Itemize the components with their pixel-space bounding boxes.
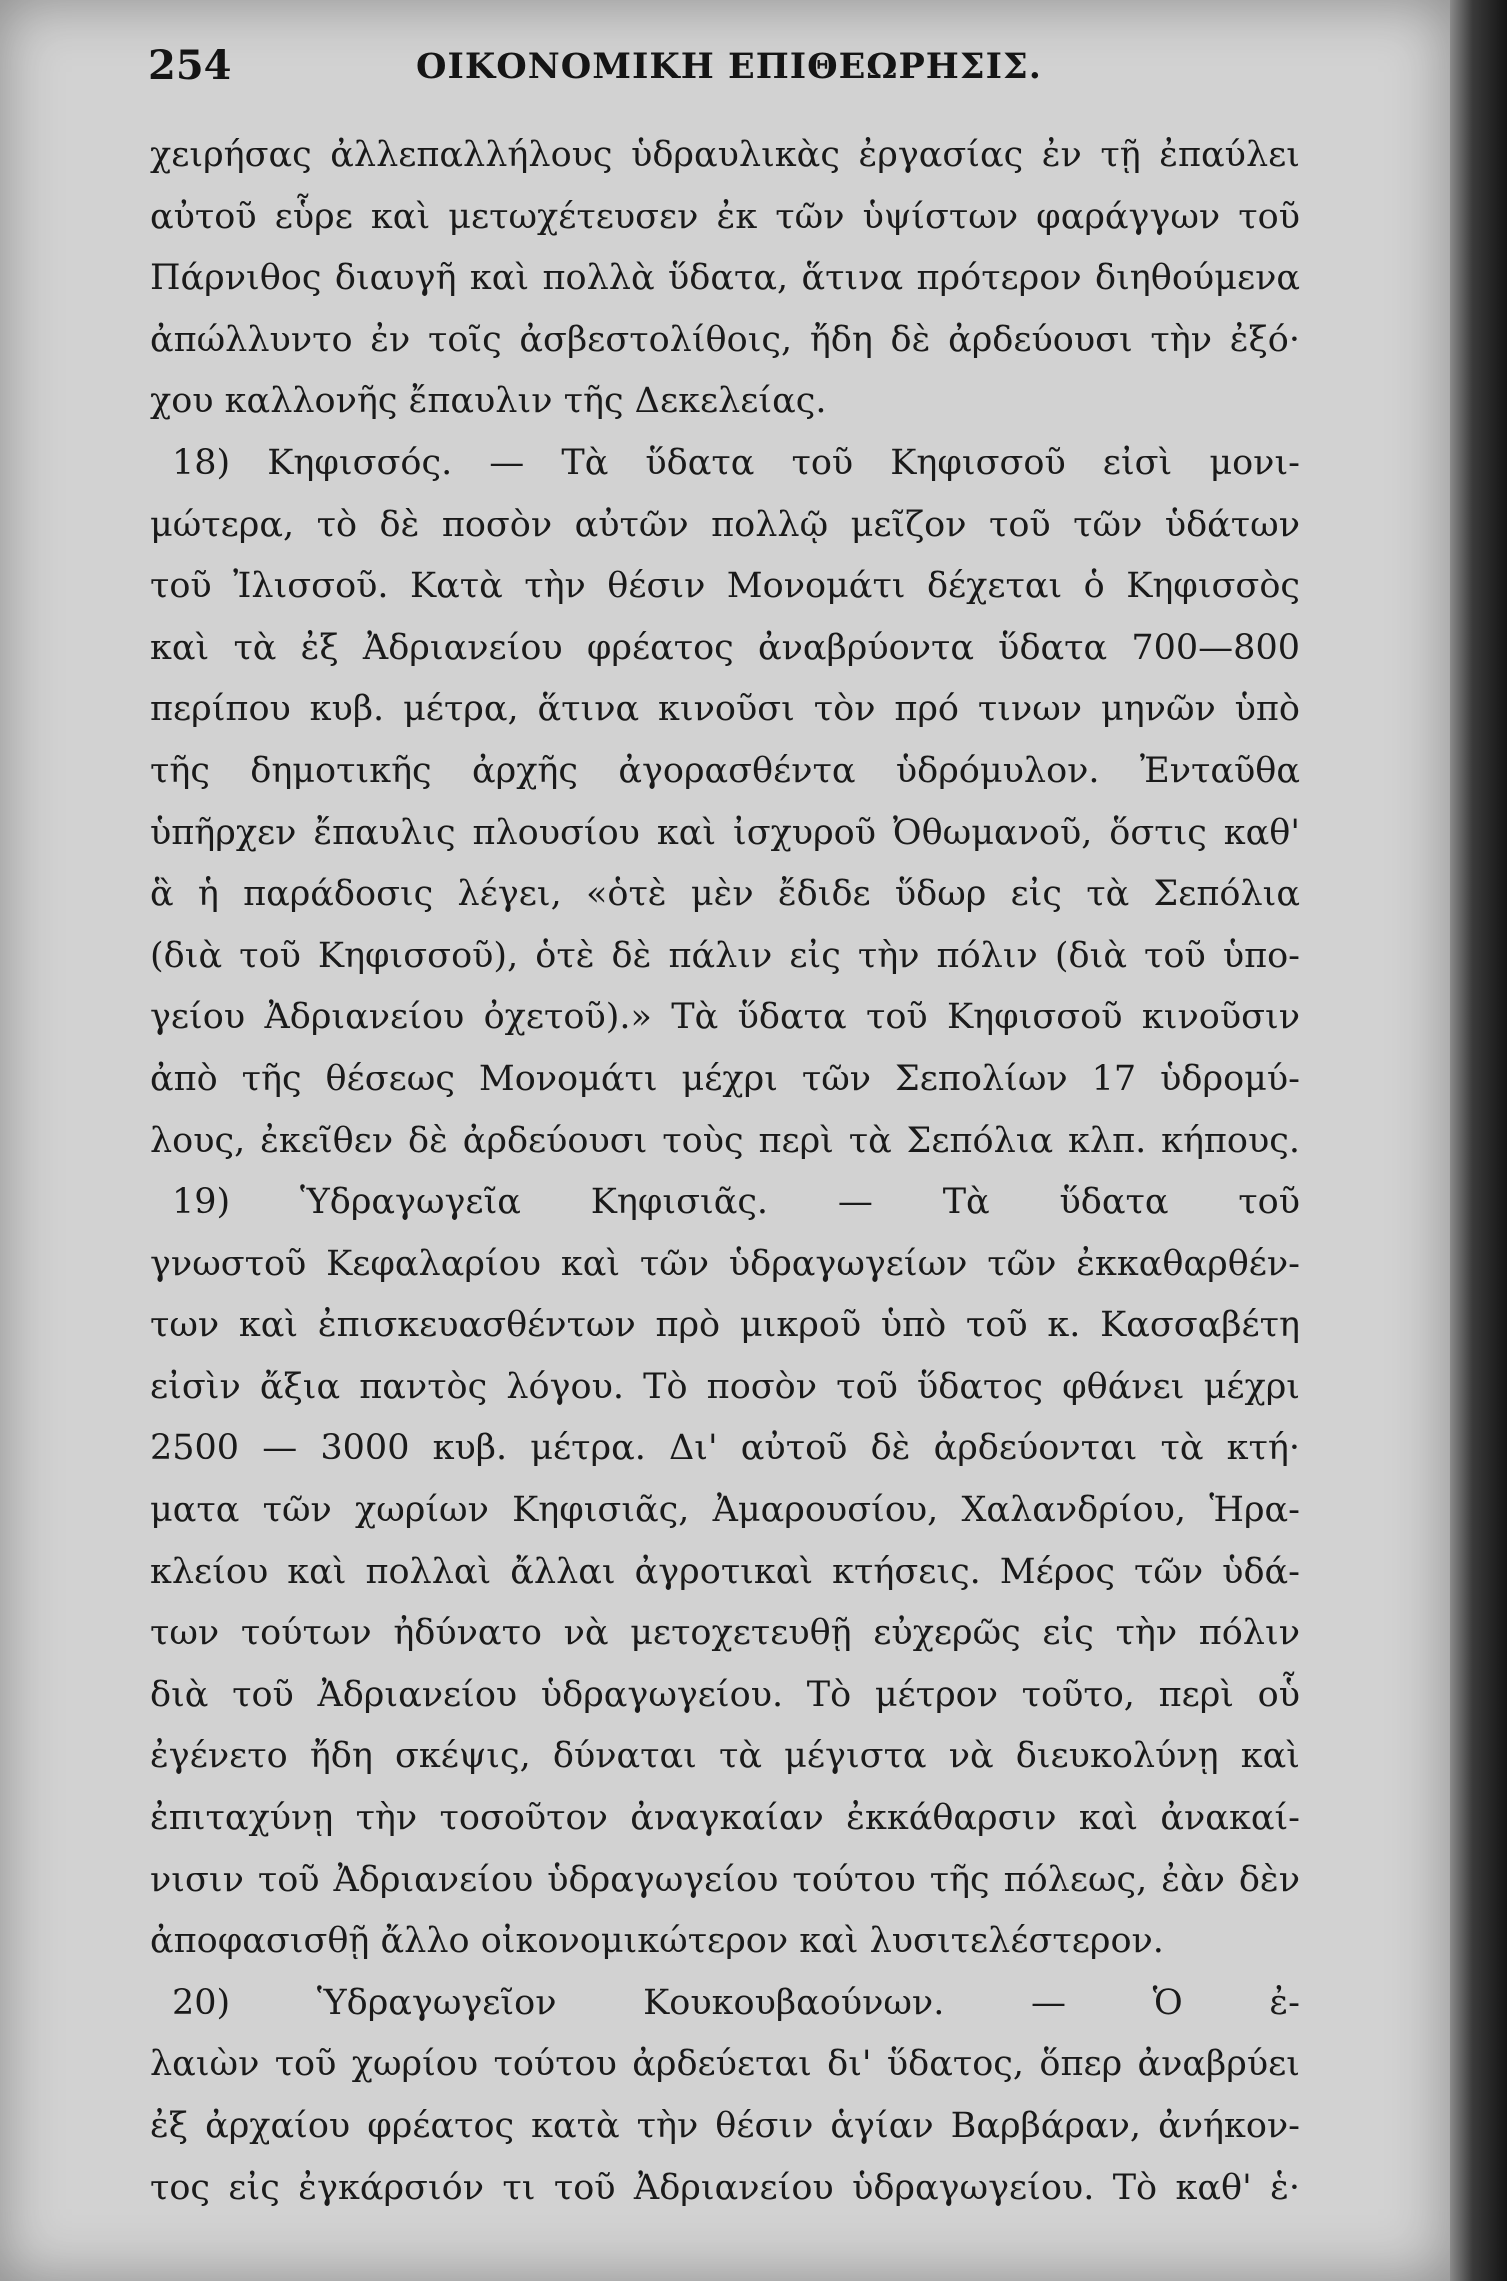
- running-head: ΟΙΚΟΝΟΜΙΚΗ ΕΠΙΘΕΩΡΗΣΙΣ.: [416, 46, 1042, 87]
- text-line: γείου Ἀδριανείου ὀχετοῦ).» Τὰ ὕδατα τοῦ Κηφισσοῦ κινοῦσιν: [150, 997, 1300, 1038]
- text-line: 2500 — 3000 κυβ. μέτρα. Δι' αὐτοῦ δὲ ἀρδεύονται τὰ κτή·: [150, 1428, 1300, 1469]
- text-line: χειρήσας ἀλλεπαλλήλους ὑδραυλικὰς ἐργασίας ἐν τῇ ἐπαύλει: [150, 135, 1300, 175]
- text-line: των τούτων ἠδύνατο νὰ μετοχετευθῇ εὐχερῶς εἰς τὴν πόλιν: [150, 1613, 1300, 1654]
- text-line: των καὶ ἐπισκευασθέντων πρὸ μικροῦ ὑπὸ τοῦ κ. Κασσαβέτη: [150, 1305, 1300, 1346]
- page-header: [148, 42, 1298, 102]
- text-line: τῆς δημοτικῆς ἀρχῆς ἀγορασθέντα ὑδρόμυλον. Ἐνταῦθα: [150, 750, 1300, 791]
- text-line: ἐπιταχύνῃ τὴν τοσοῦτον ἀναγκαίαν ἐκκάθαρσιν καὶ ἀνακαί-: [150, 1798, 1300, 1839]
- text-line: κλείου καὶ πολλαὶ ἄλλαι ἀγροτικαὶ κτήσεις. Μέρος τῶν ὑδά-: [150, 1551, 1300, 1592]
- text-line: Πάρνιθος διαυγῆ καὶ πολλὰ ὕδατα, ἅτινα πρότερον διηθούμενα: [150, 258, 1300, 299]
- body-text: [150, 125, 1300, 2219]
- page-edge-shadow: [1450, 0, 1507, 2281]
- text-line: ἀπὸ τῆς θέσεως Μονομάτι μέχρι τῶν Σεπολίων 17 ὑδρομύ-: [150, 1058, 1300, 1099]
- text-line: γνωστοῦ Κεφαλαρίου καὶ τῶν ὑδραγωγείων τῶν ἐκκαθαρθέν-: [150, 1243, 1300, 1284]
- text-line: διὰ τοῦ Ἀδριανείου ὑδραγωγείου. Τὸ μέτρον τοῦτο, περὶ οὗ: [150, 1674, 1300, 1715]
- text-line: τος εἰς ἐγκάρσιόν τι τοῦ Ἀδριανείου ὑδραγωγείου. Τὸ καθ' ἑ·: [150, 2167, 1300, 2208]
- text-line: ἃ ἡ παράδοσις λέγει, «ὁτὲ μὲν ἔδιδε ὕδωρ εἰς τὰ Σεπόλια: [150, 874, 1300, 915]
- page-number: 254: [148, 42, 232, 89]
- text-line: νισιν τοῦ Ἀδριανείου ὑδραγωγείου τούτου τῆς πόλεως, ἐὰν δὲν: [150, 1859, 1300, 1900]
- text-line: καὶ τὰ ἐξ Ἀδριανείου φρέατος ἀναβρύοντα ὕδατα 700—800: [150, 627, 1300, 668]
- text-line: λους, ἐκεῖθεν δὲ ἀρδεύουσι τοὺς περὶ τὰ Σεπόλια κλπ. κήπους.: [150, 1120, 1300, 1161]
- text-line: (διὰ τοῦ Κηφισσοῦ), ὁτὲ δὲ πάλιν εἰς τὴν πόλιν (διὰ τοῦ ὑπο-: [150, 935, 1300, 976]
- section-heading-20: 20) Ὑδραγωγεῖον Κουκουβαούνων. — Ὁ ἐ-: [172, 1982, 1300, 2023]
- text-line: ματα τῶν χωρίων Κηφισιᾶς, Ἀμαρουσίου, Χαλανδρίου, Ἡρα-: [150, 1490, 1300, 1531]
- text-line: εἰσὶν ἄξια παντὸς λόγου. Τὸ ποσὸν τοῦ ὕδατος φθάνει μέχρι: [150, 1366, 1300, 1407]
- text-line: μώτερα, τὸ δὲ ποσὸν αὐτῶν πολλῷ μεῖζον τοῦ τῶν ὑδάτων: [150, 504, 1300, 545]
- section-heading-19: 19) Ὑδραγωγεῖα Κηφισιᾶς. — Τὰ ὕδατα τοῦ: [172, 1182, 1300, 1223]
- text-line: χου καλλονῆς ἔπαυλιν τῆς Δεκελείας.: [150, 381, 827, 422]
- text-line: ἐγένετο ἤδη σκέψις, δύναται τὰ μέγιστα νὰ διευκολύνῃ καὶ: [150, 1736, 1300, 1777]
- section-heading-18: 18) Κηφισσός. — Τὰ ὕδατα τοῦ Κηφισσοῦ εἰσὶ μονι-: [172, 442, 1300, 483]
- text-line: αὐτοῦ εὗρε καὶ μετωχέτευσεν ἐκ τῶν ὑψίστων φαράγγων τοῦ: [150, 196, 1300, 237]
- text-line: τοῦ Ἰλισσοῦ. Κατὰ τὴν θέσιν Μονομάτι δέχεται ὁ Κηφισσὸς: [150, 566, 1300, 607]
- text-line: λαιὼν τοῦ χωρίου τούτου ἀρδεύεται δι' ὕδατος, ὅπερ ἀναβρύει: [150, 2044, 1300, 2085]
- text-line: ὑπῆρχεν ἔπαυλις πλουσίου καὶ ἰσχυροῦ Ὀθωμανοῦ, ὅστις καθ': [150, 812, 1300, 853]
- text-line: ἀποφασισθῇ ἄλλο οἰκονομικώτερον καὶ λυσιτελέστερον.: [150, 1921, 1164, 1962]
- text-line: περίπου κυβ. μέτρα, ἅτινα κινοῦσι τὸν πρό τινων μηνῶν ὑπὸ: [150, 689, 1300, 730]
- text-line: ἀπώλλυντο ἐν τοῖς ἀσβεστολίθοις, ἤδη δὲ ἀρδεύουσι τὴν ἐξό·: [150, 319, 1300, 360]
- text-line: ἐξ ἀρχαίου φρέατος κατὰ τὴν θέσιν ἁγίαν Βαρβάραν, ἀνήκον-: [150, 2106, 1300, 2146]
